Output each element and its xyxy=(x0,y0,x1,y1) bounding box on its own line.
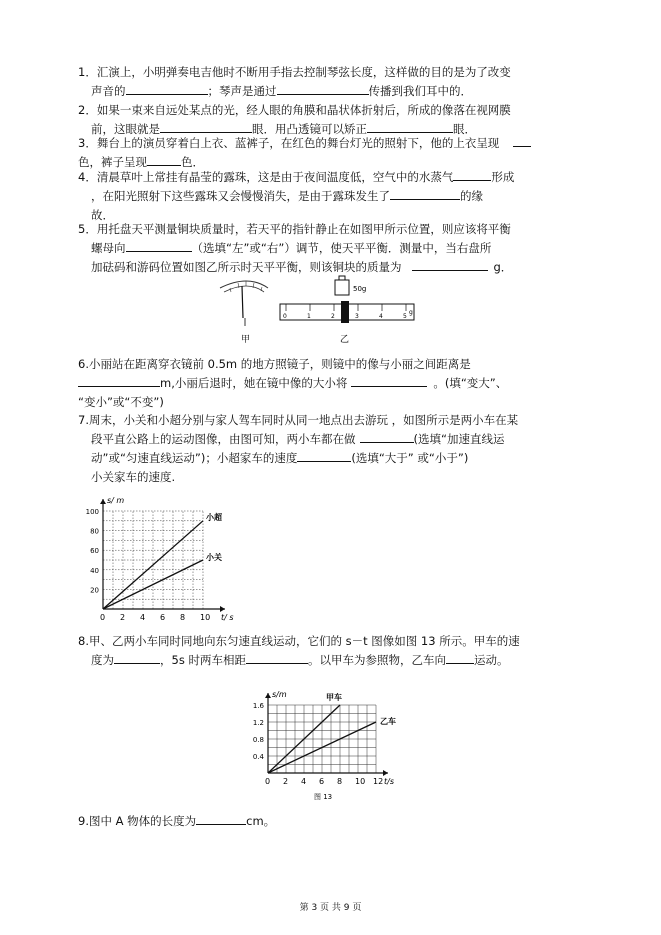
x-tick-label: 0 xyxy=(100,613,106,622)
q2-line1: 2．如果一束来自远处某点的光，经人眼的角膜和晶状体折射后，所成的像落在视网膜 xyxy=(78,103,511,117)
q7-text: (选填“大于” 或“小于”) xyxy=(351,451,469,465)
q3-blank-2[interactable] xyxy=(147,153,181,166)
q2-text: 眼． xyxy=(453,122,476,136)
y-tick-label: 80 xyxy=(90,527,99,536)
q7-blank-2[interactable] xyxy=(297,449,351,462)
q8-blank-3[interactable] xyxy=(446,651,474,664)
q7-text: (选填“加速直线运 xyxy=(413,432,505,446)
x-tick-label: 6 xyxy=(319,777,325,786)
y-tick-label: 100 xyxy=(85,508,99,516)
q2-blank-2[interactable] xyxy=(367,120,453,133)
q4-text: 的缘 xyxy=(460,189,483,203)
q6-text: 6.小丽站在距离穿衣镜前 0.5m 的地方照镜子，则镜中的像与小丽之间距离是 xyxy=(78,357,471,371)
y-axis-label: s/ m xyxy=(107,496,125,505)
series-label: 小关 xyxy=(206,553,222,562)
x-tick-label: 4 xyxy=(301,777,307,786)
question-9 xyxy=(78,812,598,831)
y-axis-label: s/m xyxy=(272,690,287,699)
q5-text: 螺母向 xyxy=(91,241,126,255)
x-axis-label: t/s xyxy=(384,777,394,786)
y-tick-label: 40 xyxy=(90,566,99,575)
q7-line1: 7.周末，小关和小超分别与家人驾车同时从同一地点出去游玩 ，如图所示是两小车在某 xyxy=(78,413,519,427)
series-label: 乙车 xyxy=(380,717,396,726)
figure-caption-yi: 乙 xyxy=(340,335,350,345)
x-tick-label: 2 xyxy=(283,777,289,786)
y-tick-label: 0.8 xyxy=(252,736,264,744)
x-axis-label: t/ s xyxy=(221,613,234,622)
q8-text: 。以甲车为参照物，乙车向 xyxy=(307,653,446,667)
chart-2 xyxy=(244,678,414,812)
q8-blank-2[interactable] xyxy=(246,651,308,664)
x-tick-label: 8 xyxy=(337,777,343,786)
q9-text: cm。 xyxy=(246,814,276,828)
q1-blank-2[interactable] xyxy=(277,82,369,95)
q8-text: 度为 xyxy=(91,653,114,667)
page-footer: 第 3 页 共 9 页 xyxy=(299,903,362,913)
q8-line1: 8.甲、乙两小车同时同地向东匀速直线运动，它们的 s－t 图像如图 13 所示。甲车的速 xyxy=(78,634,520,648)
x-tick-label: 6 xyxy=(160,613,166,622)
series-label: 小超 xyxy=(206,513,222,522)
q7-text: 动”或“匀速直线运动”)；小超家车的速度 xyxy=(91,451,298,465)
question-5 xyxy=(78,220,598,277)
x-tick-label: 8 xyxy=(180,613,186,622)
x-tick-label: 12 xyxy=(373,777,384,786)
scale-tick-5: 5 xyxy=(403,313,407,320)
q5-text: （选填“左”或“右”）调节，使天平平衡．测量中，当右盘所 xyxy=(191,241,492,255)
q8-text: 运动。 xyxy=(473,653,509,667)
x-tick-label: 2 xyxy=(120,613,126,622)
x-axis-arrow xyxy=(220,606,225,612)
chart-caption: 图 13 xyxy=(314,793,333,801)
x-axis-arrow xyxy=(383,770,388,776)
q8-text: ，5s 时两车相距 xyxy=(160,653,246,667)
q4-text: 故． xyxy=(91,208,114,222)
scale-tick-1: 1 xyxy=(307,313,311,320)
q5-text: 加砝码和游码位置如图乙所示时天平平衡，则该铜块的质量为 xyxy=(91,260,402,274)
riding-scale xyxy=(280,301,414,323)
q2-text: 前，这眼就是 xyxy=(91,122,160,136)
q7-text: 段平直公路上的运动图像，由图可知，两小车都在做 xyxy=(91,432,356,446)
y-tick-label: 1.6 xyxy=(252,702,264,710)
q8-blank-1[interactable] xyxy=(114,651,160,664)
chart-1 xyxy=(78,494,258,628)
y-tick-label: 0.4 xyxy=(252,753,264,761)
balance-pointer-scale xyxy=(220,281,268,326)
y-tick-label: 1.2 xyxy=(252,719,264,727)
weight-label: 50g xyxy=(353,285,367,293)
q4-text: ，在阳光照射下这些露珠又会慢慢消失，是由于露珠发生了 xyxy=(91,189,390,203)
q5-line1: 5．用托盘天平测量铜块质量时，若天平的指针静止在如图甲所示位置，则应该将平衡 xyxy=(78,222,511,236)
x-tick-label: 4 xyxy=(140,613,146,622)
scale-tick-4: 4 xyxy=(379,313,383,320)
question-1 xyxy=(78,63,598,101)
q2-blank-1[interactable] xyxy=(160,120,252,133)
y-axis-arrow xyxy=(265,693,271,698)
q5-text: g． xyxy=(493,260,513,274)
weight-icon xyxy=(335,276,349,295)
question-8 xyxy=(78,632,598,670)
q3-line1: 3．舞台上的演员穿着白上衣、蓝裤子，在红色的舞台灯光的照射下，他的上衣呈现 xyxy=(78,136,500,150)
x-tick-label: 10 xyxy=(200,613,211,622)
y-tick-label: 60 xyxy=(90,547,99,556)
q7-text: 小关家车的速度. xyxy=(91,470,176,484)
q1-text: ；琴声是通过 xyxy=(207,84,277,98)
question-7 xyxy=(78,411,598,487)
q3-text: 色． xyxy=(181,155,204,169)
q3-text: 色，裤子呈现 xyxy=(78,155,147,169)
q6-blank-2[interactable] xyxy=(351,374,427,387)
scale-tick-3: 3 xyxy=(355,313,359,320)
q6-text: m,小丽后退时，她在镜中像的大小将 xyxy=(160,376,348,390)
q3-blank-1[interactable] xyxy=(513,134,531,147)
q4-text: 形成 xyxy=(491,170,515,184)
scale-tick-0: 0 xyxy=(283,313,287,320)
q1-text: 传播到我们耳中的． xyxy=(368,84,472,98)
rider-block xyxy=(341,301,349,323)
question-4 xyxy=(78,168,598,225)
balance-figure xyxy=(210,270,430,354)
figure-caption-jia: 甲 xyxy=(241,335,251,345)
q9-text: 9.图中 A 物体的长度为 xyxy=(78,814,197,828)
q9-blank-1[interactable] xyxy=(196,812,246,825)
scale-unit: g xyxy=(409,309,413,316)
y-tick-label: 20 xyxy=(90,586,99,595)
q4-blank-1[interactable] xyxy=(453,168,491,181)
scale-tick-2: 2 xyxy=(331,313,335,320)
series-label: 甲车 xyxy=(326,693,342,702)
question-6 xyxy=(78,355,598,412)
q2-text: 眼．用凸透镜可以矫正 xyxy=(252,122,367,136)
q6-blank-1[interactable] xyxy=(78,374,160,387)
question-3 xyxy=(78,134,598,172)
x-tick-label: 10 xyxy=(355,777,366,786)
q4-blank-2[interactable] xyxy=(390,187,460,200)
q6-text: “变小”或“不变”) xyxy=(78,395,164,409)
q5-blank-1[interactable] xyxy=(126,239,192,252)
q6-text: 。(填“变大”、 xyxy=(433,376,508,390)
q1-blank-1[interactable] xyxy=(126,82,208,95)
x-tick-label: 0 xyxy=(265,777,271,786)
q1-text: 声音的 xyxy=(91,84,126,98)
q1-line1: 1．汇演上，小明弹奏电吉他时不断用手指去控制琴弦长度，这样做的目的是为了改变 xyxy=(78,65,511,79)
q4-text: 4．清晨草叶上常挂有晶莹的露珠，这是由于夜间温度低，空气中的水蒸气 xyxy=(78,170,454,184)
q7-blank-1[interactable] xyxy=(360,430,414,443)
y-axis-arrow xyxy=(100,499,106,504)
